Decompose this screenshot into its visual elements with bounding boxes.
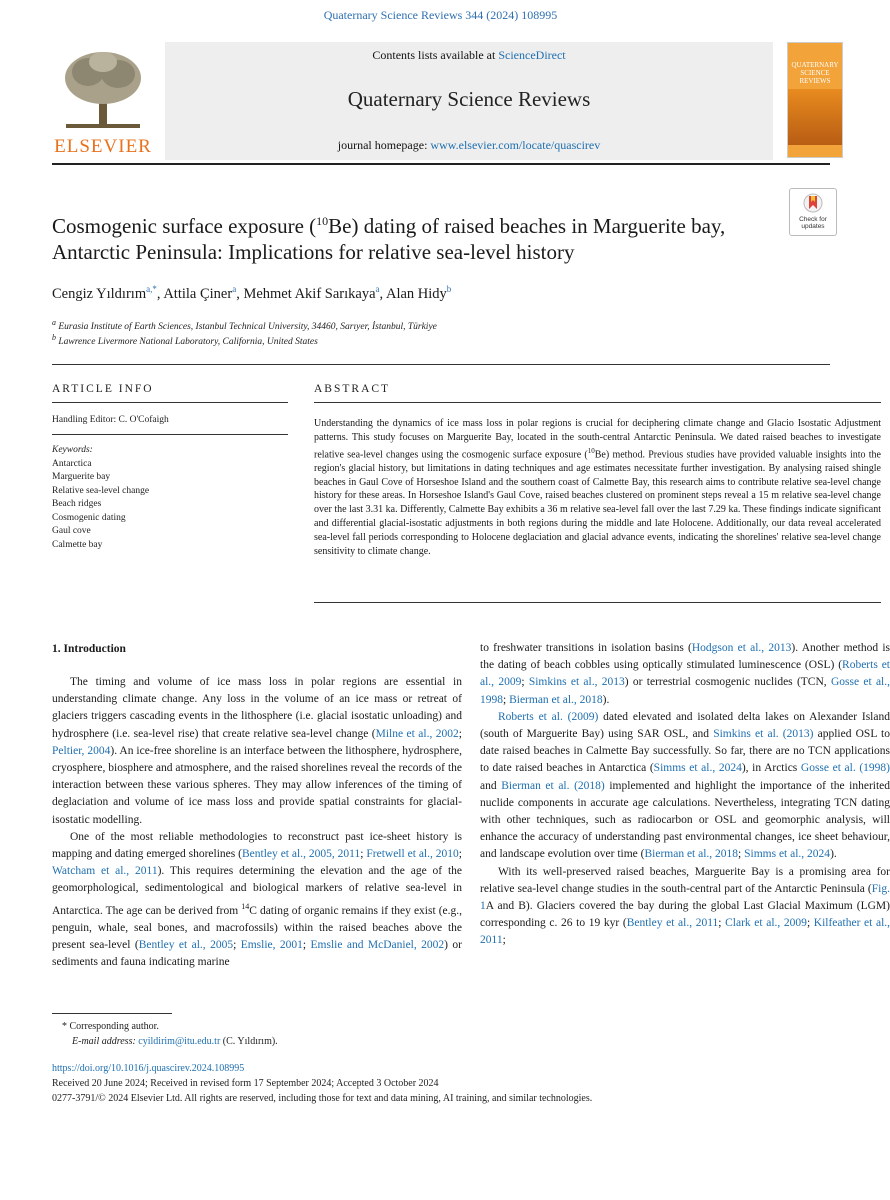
figure-link[interactable]: Fig. 1 [480,882,890,913]
paragraph: The timing and volume of ice mass loss in polar regions are essential in understanding climate change. Any loss in the volume of an ice mass or retreat of glaciers triggers cascading events in the lithosphere (i.e. glacial isostatic unloading) and hydrosphere (i.e. sea-level rise) that create relative sea-level change (Milne et al., 2002; Peltier, 2004). An ice-free shoreline is an interface between the lithosphere, hydrosphere, cryosphere, biosphere and atmosphere, and the raised shorelines reveal the records of the interaction between these various spheres. They may allow inferences of the timing of deglaciation and volume of ice mass loss and provide spatial constraints for glacial-isostatic modelling. [52,676,462,826]
handling-editor: Handling Editor: C. O'Cofaigh [52,415,169,425]
doi-link[interactable]: https://doi.org/10.1016/j.quascirev.2024.108995 [52,1063,245,1074]
citation-link[interactable]: Bentley et al., 2005 [138,938,234,951]
paragraph: Roberts et al. (2009) dated elevated and isolated delta lakes on Alexander Island (south of Marguerite Bay) using SAR OSL, and Simkins et al. (2013) applied OSL to date raised beaches in Calmette Bay successfully. So far, there are no TCN applications to date raised beaches in Antarctica (Simms et al., 2024), in Arctics Gosse et al. (1998) and Bierman et al. (2018) implemented and highlight the importance of the inherited nuclide components in accurate age calculations. Nevertheless, integrating TCN dating with other techniques, such as radiocarbon or OSL and geomorphic analysis, will enhance the accuracy of understanding past environmental changes, ice sheet behaviour, and landscape evolution over time (Bierman et al., 2018; Simms et al., 2024). [480,710,890,861]
citation-link[interactable]: Bentley et al., 2011 [626,917,719,930]
citation-link[interactable]: Gosse et al., 1998 [480,676,890,706]
journal-reference[interactable]: Quaternary Science Reviews 344 (2024) 108995 [323,8,558,22]
paragraph: With its well-preserved raised beaches, Marguerite Bay is a promising area for relative sea-level change studies in the south-central part of the Antarctic Peninsula (Fig. 1A and B). Glaciers covered the bay during the global Last Glacial Maximum (LGM) corresponding c. 26 to 19 kyr (Bentley et al., 2011; Clark et al., 2009; Kilfeather et al., 2011; [480,865,890,947]
citation-link[interactable]: Peltier, 2004 [52,744,111,757]
elsevier-logo [52,48,154,158]
author-affiliation-mark[interactable]: b [446,284,452,294]
divider [52,434,288,435]
author-name[interactable]: Mehmet Akif Sarıkaya [243,285,376,302]
author-name[interactable]: Alan Hidy [385,285,447,302]
citation-link[interactable]: Fretwell et al., 2010 [366,848,459,861]
abstract-text: Understanding the dynamics of ice mass loss in polar regions is crucial for deciphering climate change and Glacio Isostatic Adjustment patterns. This study focuses on Marguerite Bay, located in the south-central Antarctic Peninsula. We dated raised beaches to investigate relative sea-level changes using the cosmogenic surface exposure ($^{10}$Be) method. Previous studies have provided valuable insights into the region's glacial history, but limitations in dating techniques and age estimates necessitate further investigation. By analysing raised shingle beaches in Gaul Cove of Horseshoe Island and the southern coast of Calmette Bay, this research aims to contribute relative sea-level change history for these areas. In Horseshoe Island's Gaul Cove, raised beaches clustered on prominent steps reveal a 15 m relative sea-level change over the last 3.31 ka. Differently, Calmette Bay exhibits a 36 m relative sea-level fall over the last 7.29 ka. These findings indicate significant and differential glacial-isostatic adjustments in both regions during the middle and late Holocene. Additionally, our data reveal accelerated sea-level fall periods corresponding to Holocene deglaciation and glacial advance events, indicating the shorelines' relative sea-level change sensitivity to climate change. [314,418,881,557]
citation-link[interactable]: Clark et al., 2009 [725,917,807,930]
affiliation: $^a$ Eurasia Institute of Earth Sciences, Istanbul Technical University, 34460, Sarıyer, İstanbul, Türkiye [52,318,437,333]
citation-link[interactable]: Bentley et al., 2005, 2011 [242,848,361,861]
citation-link[interactable]: Bierman et al. (2018) [501,779,605,792]
homepage-line [165,138,773,153]
email-link[interactable]: cyildirim@itu.edu.tr [138,1036,221,1047]
check-for-updates-label: Check for updates [799,216,827,230]
article-info-heading: ARTICLE INFO [52,383,154,395]
keyword: Gaul cove [52,526,91,536]
section-heading-introduction: 1. Introduction [52,643,126,655]
divider [52,402,288,403]
keywords-block [52,444,149,552]
keywords-label: Keywords: [52,445,93,455]
bookmark-icon [803,193,823,215]
author-name[interactable]: Attila Çiner [163,285,233,302]
contents-prefix: Contents lists available at [372,48,499,62]
paragraph: One of the most reliable methodologies to reconstruct past ice-sheet history is mapping and dating emerged shorelines (Bentley et al., 2005, 2011; Fretwell et al., 2010; Watcham et al., 2011). This requires determining the elevation and the age of the geomorphological, sedimentological and biological markers of relative sea-level in Antarctica. The age can be derived from $^{14}$C dating of organic remains if they exist (e.g., penguin, whale, seal bones, and macrofossils) within the raised beaches above the present sea-level (Bentley et al., 2005; Emslie, 2001; Emslie and McDaniel, 2002) or sediments and fauna indicating marine [52,830,463,969]
journal-name: Quaternary Science Reviews [347,87,591,111]
left-column [52,674,462,971]
received-dates: Received 20 June 2024; Received in revised form 17 September 2024; Accepted 3 October 2024 [52,1078,439,1089]
citation-link[interactable]: Simkins et al. (2013) [713,728,814,741]
homepage-link[interactable]: www.elsevier.com/locate/quascirev [430,138,601,152]
citation-link[interactable]: Watcham et al., 2011 [52,865,158,878]
citation-link[interactable]: Emslie, 2001 [240,938,303,951]
divider [52,364,830,365]
author-affiliation-mark[interactable]: a [375,284,380,294]
citation-link[interactable]: Bierman et al., 2018 [509,693,603,706]
cover-title: QUATERNARY SCIENCE REVIEWS [791,61,839,85]
citation-link[interactable]: Roberts et al., 2009 [480,659,890,689]
footnote-divider [52,1013,172,1014]
keyword: Relative sea-level change [52,485,150,496]
author-affiliation-mark[interactable]: a,* [146,284,157,294]
abstract-heading: ABSTRACT [314,383,391,395]
keyword: Cosmogenic dating [52,512,126,523]
keyword: Marguerite bay [52,472,111,482]
right-column [480,640,890,950]
citation-link[interactable]: Hodgson et al., 2013 [691,642,792,654]
elsevier-wordmark: ELSEVIER [54,136,152,157]
keyword: Antarctica [52,458,92,469]
citation-link[interactable]: Milne et al., 2002 [375,727,459,740]
keyword: Beach ridges [52,499,102,509]
citation-link[interactable]: Simms et al., 2024 [653,762,742,775]
header-divider [52,163,830,165]
citation-link[interactable]: Gosse et al. (1998) [800,762,890,775]
copyright: 0277-3791/© 2024 Elsevier Ltd. All rights are reserved, including those for text and data mining, AI training, and similar technologies. [52,1093,593,1104]
citation-link[interactable]: Emslie and McDaniel, 2002 [310,938,445,951]
corresponding-author-note: * Corresponding author. [62,1021,159,1032]
cover-photo [788,89,842,145]
sciencedirect-link[interactable]: ScienceDirect [498,48,566,62]
citation-link[interactable]: Bierman et al., 2018 [644,848,739,861]
citation-link[interactable]: Simms et al., 2024 [744,848,831,861]
email-line: E-mail address: cyildirim@itu.edu.tr (C. Yıldırım). [72,1036,278,1047]
homepage-prefix: journal homepage: [337,138,431,152]
check-for-updates-button[interactable] [789,188,837,236]
author-name[interactable]: Cengiz Yıldırım [52,285,147,302]
elsevier-tree-icon [58,48,148,130]
divider [314,602,881,603]
author-affiliation-mark[interactable]: a [232,284,237,294]
divider [314,402,881,403]
paragraph: to freshwater transitions in isolation basins (Hodgson et al., 2013). Another method is the dating of beach cobbles using optically stimulated luminescence (OSL) (Roberts et al., 2009; Simkins et al., 2013) or terrestrial cosmogenic nuclides (TCN, Gosse et al., 1998; Bierman et al., 2018). [480,642,890,706]
journal-cover-image [787,42,843,158]
citation-link[interactable]: Simkins et al., 2013 [528,676,625,689]
citation-link[interactable]: Kilfeather et al., 2011 [480,917,890,947]
keyword: Calmette bay [52,539,103,550]
affiliation: $^b$ Lawrence Livermore National Laboratory, California, United States [52,333,318,348]
contents-line [165,48,773,63]
author-list: Cengiz Yıldırım$^{a,*}$, Attila Çiner$^a$, Mehmet Akif Sarıkaya$^a$, Alan Hidy$^b$ [52,284,452,302]
citation-link[interactable]: Roberts et al. (2009) [498,710,599,723]
article-title: Cosmogenic surface exposure ($^{10}$Be) dating of raised beaches in Marguerite bay, Antarctic Peninsula: Implications for relative sea-level history [52,214,726,264]
